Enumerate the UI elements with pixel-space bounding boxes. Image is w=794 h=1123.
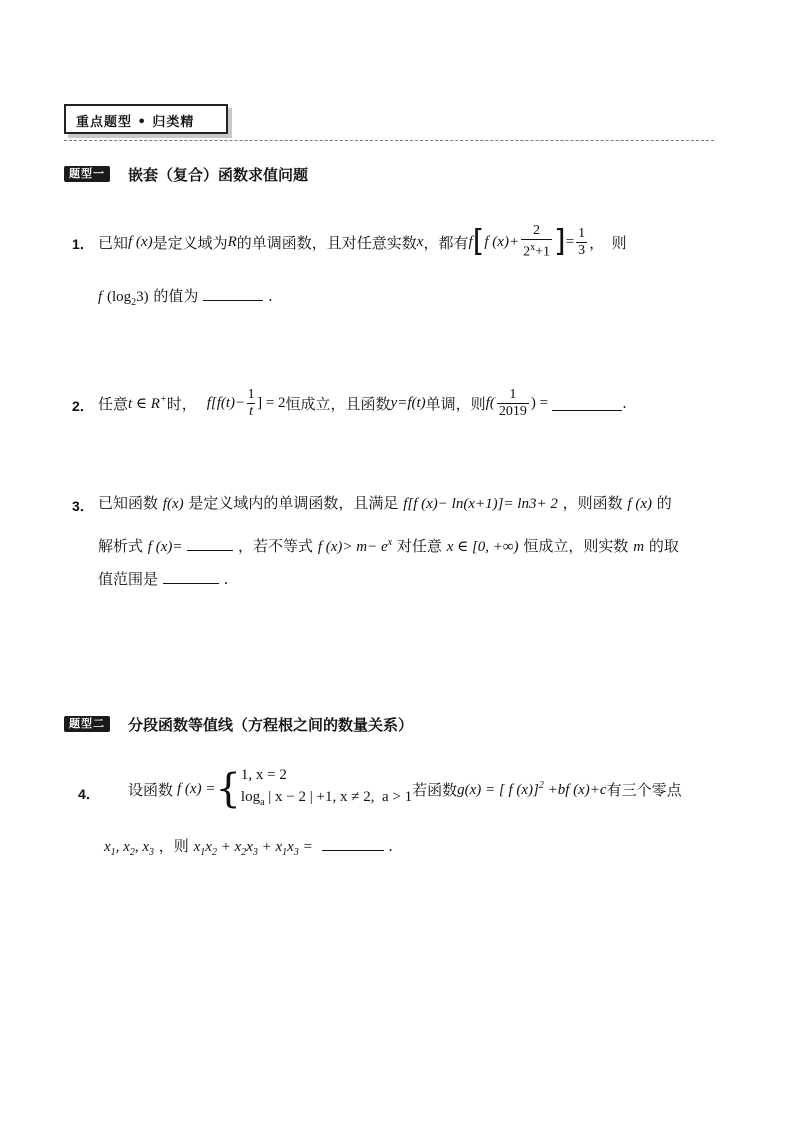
q2-fb: ) = bbox=[530, 394, 549, 411]
question-number-3: 3． bbox=[72, 498, 94, 514]
q2-end: . bbox=[622, 394, 627, 412]
q2-frac-num: 1 bbox=[247, 386, 255, 402]
question-4-line-1 bbox=[128, 764, 682, 814]
q1-text: ，都有 bbox=[423, 233, 469, 252]
question-3-line-3 bbox=[98, 568, 228, 589]
q2-text: 任意 bbox=[98, 394, 129, 413]
answer-blank-4[interactable] bbox=[322, 836, 384, 851]
answer-blank-3a[interactable] bbox=[187, 536, 233, 551]
q2-cond: t ∈ R+ bbox=[128, 393, 167, 412]
section-title-1: 嵌套（复合）函数求值问题 bbox=[128, 166, 309, 184]
q4-fx: f (x) = bbox=[177, 780, 216, 797]
header-label: 重点题型 • 归类精 bbox=[76, 115, 195, 130]
q2-y: y=f(t) bbox=[390, 394, 426, 411]
q3-text: 值范围是 bbox=[98, 570, 159, 588]
q4-g: g(x) = [ f (x)]$^2$ +bf (x)+c bbox=[457, 779, 607, 798]
q3-text: ，则函数 bbox=[562, 494, 623, 512]
q1-l2-f: f bbox=[98, 289, 103, 305]
q3-expr: f[f (x)− ln(x+1)]= ln3+ 2 bbox=[403, 496, 558, 512]
q4-case-2: $\log_a$ | x − 2 | +1, x ≠ 2, a > 1 bbox=[240, 789, 413, 808]
dashed-divider bbox=[64, 140, 714, 141]
question-3-line-1 bbox=[98, 492, 672, 513]
q3-text: 已知函数 bbox=[98, 494, 159, 512]
q2-rhs: ] = 2 bbox=[257, 394, 286, 411]
q1-res-den: 3 bbox=[578, 242, 586, 258]
q1-R: R bbox=[227, 233, 237, 250]
q1-text: 的单调函数，且对任意实数 bbox=[236, 233, 417, 252]
q4-case-1: 1, x = 2 bbox=[240, 767, 287, 783]
q1-l2-text: 的值为 bbox=[153, 287, 199, 305]
q1-l2-log: $(\log_23)$ bbox=[106, 289, 149, 308]
q4-roots: $x_1$, $x_2$, $x_3$ bbox=[104, 839, 155, 858]
q1-frac-den: $2^x+1$ bbox=[521, 239, 552, 261]
q1-fraction bbox=[521, 223, 552, 261]
q4-text: 设函数 bbox=[128, 780, 174, 799]
answer-blank-2[interactable] bbox=[552, 396, 622, 411]
q3-fx3: f (x)= bbox=[147, 539, 183, 555]
q1-text: 是定义域为 bbox=[152, 233, 228, 252]
q1-text: ， 则 bbox=[589, 233, 627, 252]
answer-blank-1[interactable] bbox=[203, 286, 263, 301]
left-bracket: [ bbox=[472, 224, 485, 259]
question-3-line-2 bbox=[98, 535, 679, 556]
q1-f: f bbox=[468, 233, 473, 250]
q3-domain: x ∈ [0, +∞) bbox=[446, 539, 519, 555]
q3-text: ，若不等式 bbox=[238, 537, 314, 555]
question-1-line-1 bbox=[98, 222, 627, 262]
q1-eq: = bbox=[565, 233, 575, 250]
q2-text: 恒成立，且函数 bbox=[285, 394, 391, 413]
question-number-1: 1． bbox=[72, 236, 94, 252]
q3-text: 的取 bbox=[648, 537, 679, 555]
section-title-2: 分段函数等值线（方程根之间的数量关系） bbox=[128, 716, 414, 734]
q4-text: 若函数 bbox=[412, 780, 458, 799]
q2-frac2-den: 2019 bbox=[498, 403, 527, 419]
q3-end: . bbox=[223, 570, 229, 588]
question-number-4: 4． bbox=[78, 786, 100, 802]
section-badge-2: 题型二 bbox=[64, 716, 110, 732]
q1-result-fraction bbox=[576, 226, 587, 259]
q3-text: 恒成立，则实数 bbox=[523, 537, 629, 555]
q2-frac2-num: 1 bbox=[509, 386, 517, 402]
q2-text: 时， bbox=[166, 394, 197, 413]
answer-blank-3b[interactable] bbox=[163, 569, 219, 584]
q1-res-num: 1 bbox=[578, 225, 586, 241]
q1-frac-num: 2 bbox=[533, 223, 541, 239]
q1-end: . bbox=[267, 287, 273, 305]
q3-fx: f(x) bbox=[162, 496, 184, 512]
question-number-2: 2． bbox=[72, 398, 94, 414]
q2-fraction bbox=[247, 387, 255, 420]
q1-x: x bbox=[416, 233, 424, 250]
q2-lhs: f[f(t)− bbox=[206, 394, 246, 411]
q4-text: 有三个零点 bbox=[606, 780, 682, 799]
q4-sum: $x_1x_2 + x_2x_3 + x_1x_3$ = bbox=[193, 839, 313, 858]
q3-ineq: f $(x)> m- e^x$ bbox=[317, 537, 393, 555]
q3-text: 是定义域内的单调函数，且满足 bbox=[188, 494, 399, 512]
q2-fraction-2 bbox=[497, 387, 529, 420]
right-bracket: ] bbox=[553, 224, 566, 259]
q3-text: 对任意 bbox=[396, 537, 442, 555]
q3-text: 解析式 bbox=[98, 537, 144, 555]
case-brace: { bbox=[215, 766, 241, 812]
q2-fa: f( bbox=[485, 394, 495, 411]
q3-fx2: f (x) bbox=[627, 496, 652, 512]
section-badge-1: 题型一 bbox=[64, 166, 110, 182]
q2-frac-den: t bbox=[249, 403, 254, 419]
q1-fx: f (x) bbox=[128, 233, 153, 250]
q4-cases bbox=[241, 764, 412, 814]
question-2-line-1 bbox=[98, 382, 627, 424]
q4-end: . bbox=[388, 837, 394, 855]
q4-text: ，则 bbox=[158, 837, 189, 855]
q2-text: 单调，则 bbox=[425, 394, 486, 413]
q3-m: m bbox=[633, 539, 645, 555]
question-1-line-2 bbox=[98, 285, 273, 308]
q1-text: 已知 bbox=[98, 233, 129, 252]
q3-text: 的 bbox=[656, 494, 672, 512]
question-4-line-2 bbox=[104, 835, 393, 858]
q1-inner: f (x)+ bbox=[484, 233, 520, 250]
